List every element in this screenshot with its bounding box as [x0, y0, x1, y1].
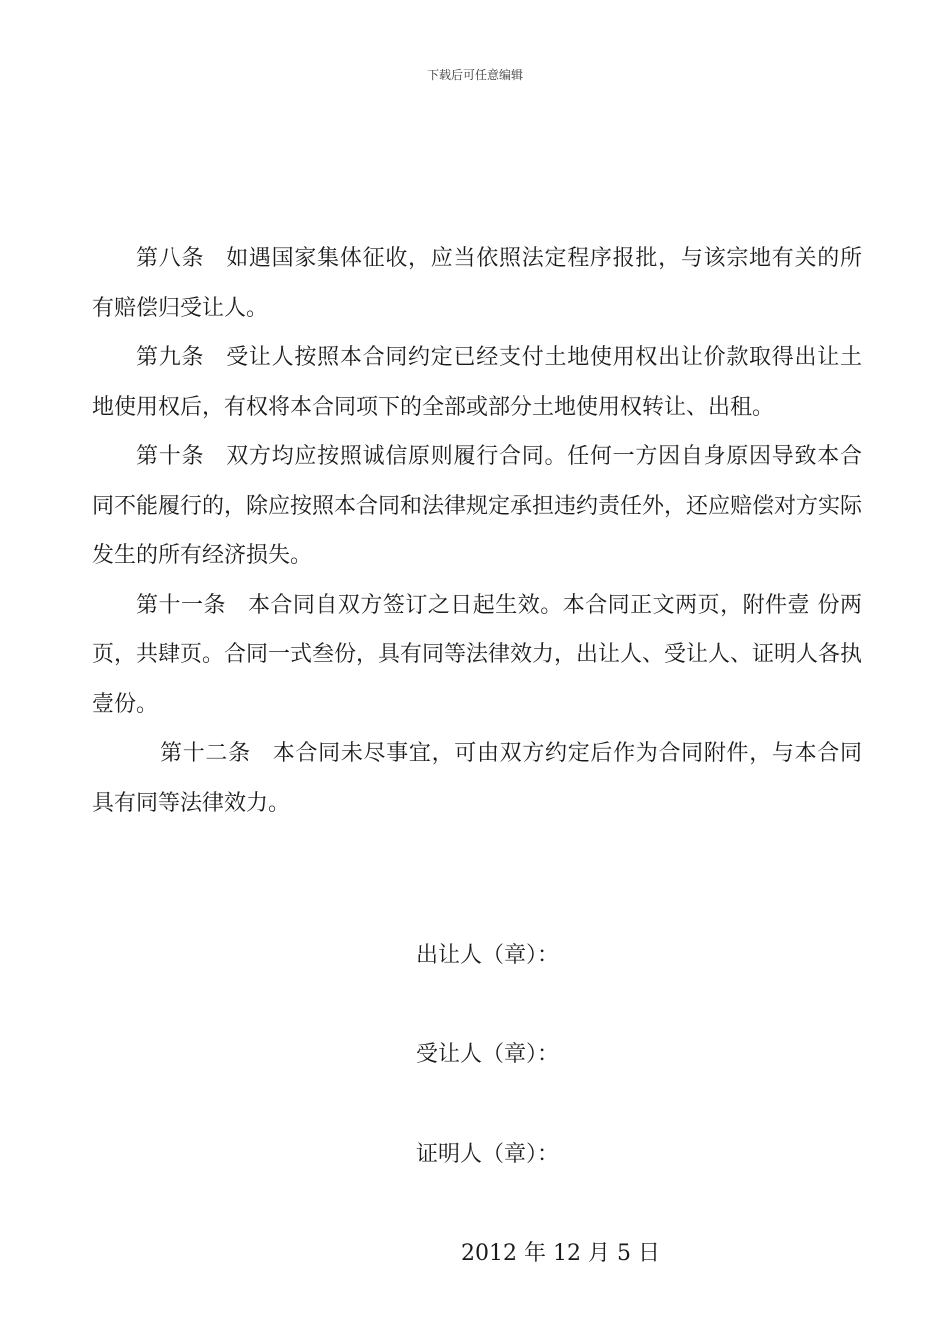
signature-witness: 证明人（章）： — [416, 1142, 560, 1167]
clause-text: 如遇国家集体征收，应当依照法定程序报批，与该宗地有关的所有赔偿归受让人。 — [92, 246, 862, 321]
clause-11 — [92, 581, 862, 730]
signing-date: 2012 年 12 月 5 日 — [461, 1241, 660, 1266]
clause-number: 第九条 — [136, 345, 205, 370]
clause-10 — [92, 432, 862, 581]
clause-number: 第十一条 — [136, 592, 226, 618]
signature-transferee: 受让人（章）： — [416, 1042, 560, 1067]
clause-number: 第十条 — [136, 444, 205, 469]
clause-number: 第十二条 — [160, 741, 251, 766]
clause-text: 双方均应按照诚信原则履行合同。任何一方因自身原因导致本合同不能履行的，除应按照本合同和法律规定承担违约责任外，还应赔偿对方实际发生的所有经济损失。 — [92, 444, 863, 568]
clause-text: 受让人按照本合同约定已经支付土地使用权出让价款取得出让土地使用权后，有权将本合同项下的全部或部分土地使用权转让、出租。 — [92, 345, 862, 420]
clause-number: 第八条 — [136, 246, 205, 271]
clause-text: 本合同未尽事宜，可由双方约定后作为合同附件，与本合同具有同等法律效力。 — [92, 741, 862, 816]
header-note: 下载后可任意编辑 — [426, 68, 523, 82]
clause-text: 本合同自双方签订之日起生效。本合同正文两页，附件壹 份两页，共肆页。合同一式叁份，具有同等法律效力，出让人、受让人、证明人各执壹份。 — [92, 592, 863, 717]
clause-12 — [92, 729, 862, 828]
clause-8 — [92, 234, 862, 333]
contract-body — [92, 234, 862, 828]
clause-9 — [92, 333, 862, 432]
signature-transferor: 出让人（章）： — [416, 943, 560, 968]
